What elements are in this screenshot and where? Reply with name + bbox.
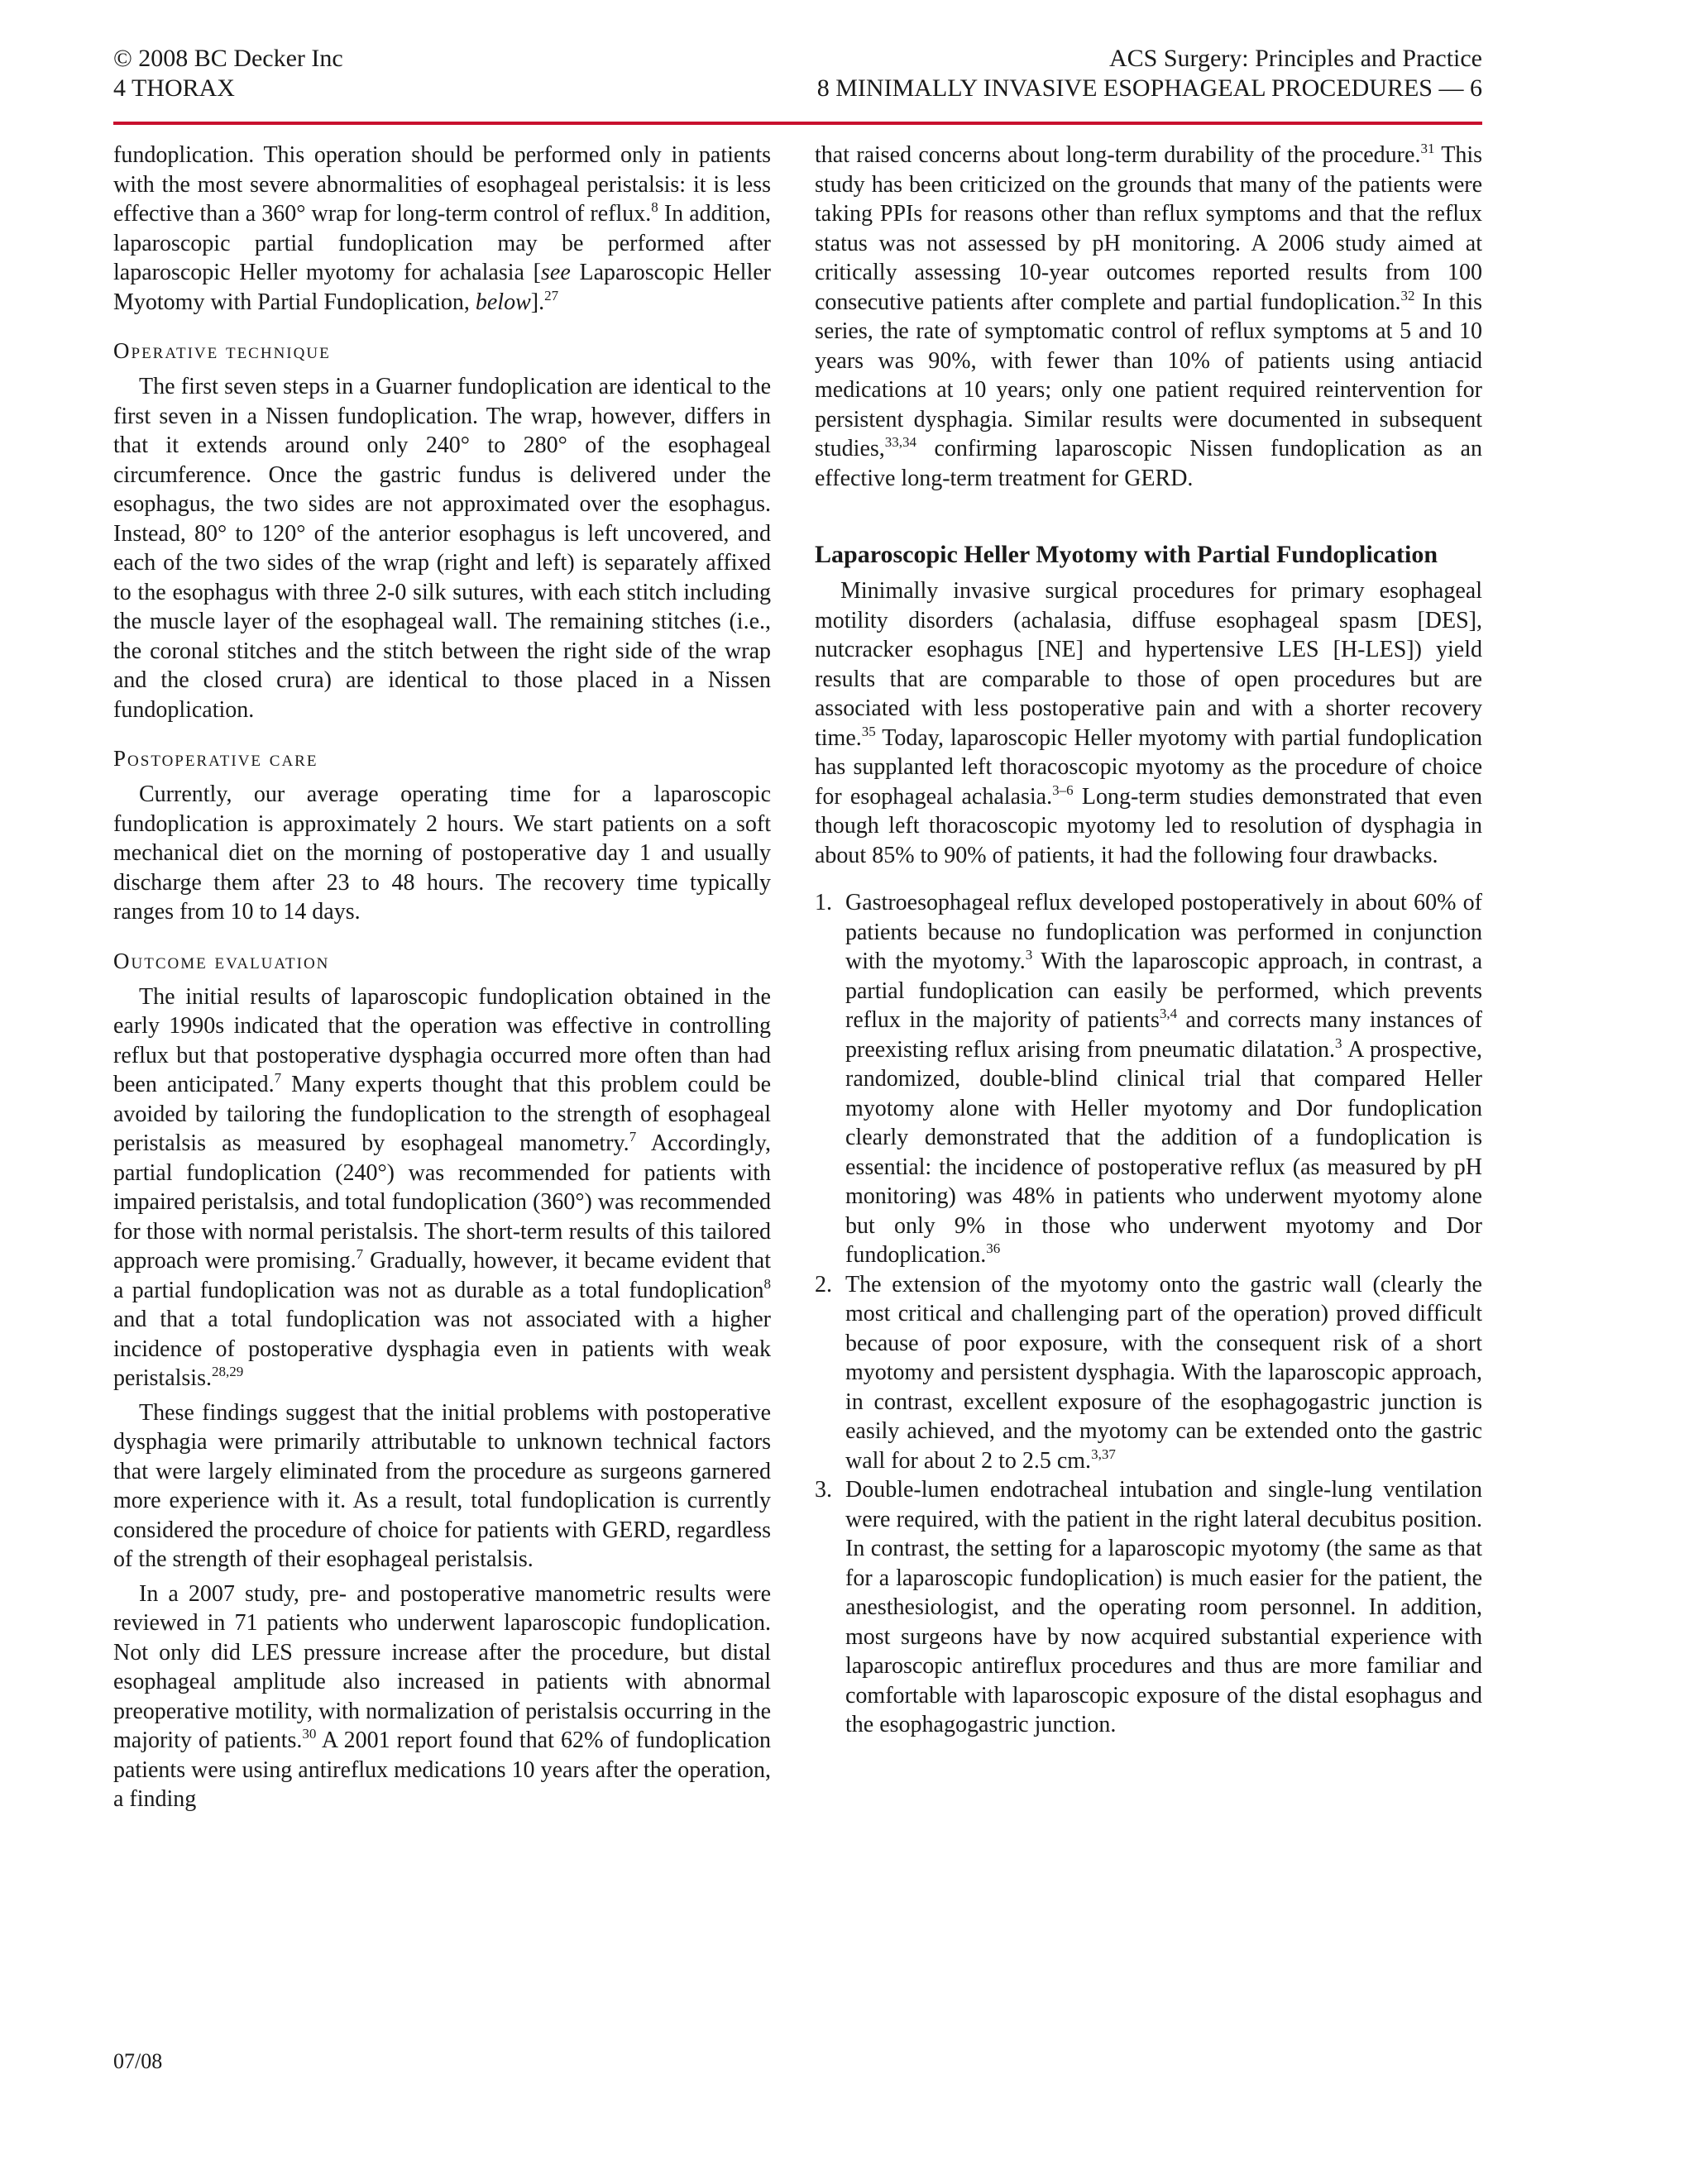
page-footer-date: 07/08 [113,2049,163,2073]
left-column [113,141,771,1814]
list-number: 1. [815,890,832,915]
list-item: 1. Gastroesophageal reflux developed postoperatively in about 60% of patients because no fundoplication was performed in conjunction with the myotomy.$^3$ With the laparoscopic approach, in contrast, a partial fundoplication can easily be performed, which prevents reflux in the majority of patients$^{3,4}$ and corrects many instances of preexisting reflux arising from pneumatic dilatation.$^3$ A prospective, randomized, double-blind clinical trial that compared Heller myotomy alone with Heller myotomy and Dor fundoplication clearly demonstrated that the addition of a fundoplication is essential: the incidence of postoperative reflux (as measured by pH monitoring) was 48% in patients who underwent myotomy alone but only 9% in those who underwent myotomy and Dor fundoplication.$^{36}$ [815,890,1483,1268]
paragraph: The first seven steps in a Guarner fundoplication are identical to the first seven in a Nissen fundoplication. The wrap, however, differs in that it extends around only 240° to 280° of the esophageal circumference. Once the gastric fundus is delivered under the esophagus, the two sides are not approximated over the esophagus. Instead, 80° to 120° of the anterior esophagus is left uncovered, and each of the two sides of the wrap (right and left) is separately affixed to the esophagus with three 2-0 silk sutures, with each stitch including the muscle layer of the esophageal wall. The remaining stitches (i.e., the coronal stitches and the stitch between the right side of the wrap and the closed crura) are identical to those placed in a Nissen fundoplication. [113,374,771,723]
citation: 7 [356,1246,364,1262]
citation: 36 [986,1240,1001,1256]
citation: 35 [861,723,876,739]
chapter-title: 8 MINIMALLY INVASIVE ESOPHAGEAL PROCEDURES — 6 [816,74,1482,102]
citation: 31 [1420,141,1435,156]
citation: 27 [544,287,559,303]
copyright-line: © 2008 BC Decker Inc [113,45,343,72]
right-column [815,141,1482,1740]
paragraph: Minimally invasive surgical procedures for primary esophageal motility disorders (achalasia, diffuse esophageal spasm [DES], nutcracker esophagus [NE] and hypertensive LES [H-LES]) yield results that are comparable to those of open procedures but are associated with less postoperative pain and with a shorter recovery time.$^{35}$ Today, laparoscopic Heller myotomy with partial fundoplication has supplanted left thoracoscopic myotomy as the procedure of choice for esophageal achalasia.$^{3-6}$ Long-term studies demonstrated that even though left thoracoscopic myotomy led to resolution of dysphagia in about 85% to 90% of patients, it had the following four drawbacks. [815,578,1482,868]
subheading-operative-technique: Operative technique [113,338,331,363]
paragraph: Currently, our average operating time for a laparoscopic fundoplication is approximately 2 hours. We start patients on a soft mechanical diet on the morning of postoperative day 1 and usually discharge them after 23 to 48 hours. The recovery time typically ranges from 10 to 14 days. [113,781,771,925]
list-number: 2. [815,1271,832,1297]
citation: 3,4 [1159,1006,1178,1021]
drawbacks-list [815,888,1482,1740]
citation: 28,29 [212,1364,244,1379]
subheading-postoperative-care: Postoperative care [113,746,318,771]
citation: 3 [1335,1035,1342,1051]
citation: 30 [302,1726,317,1742]
citation: 32 [1400,287,1415,303]
citation: 3 [1025,947,1033,963]
subheading-outcome-evaluation: Outcome evaluation [113,948,330,973]
paragraph: The initial results of laparoscopic fundoplication obtained in the early 1990s indicated that the operation was effective in controlling reflux but that postoperative dysphagia occurred more often than had been anticipated.$^7$ Many experts thought that this problem could be avoided by tailoring the fundoplication to the strength of esophageal peristalsis as measured by esophageal manometry.$^7$ Accordingly, partial fundoplication (240°) was recommended for patients with impaired peristalsis, and total fundoplication (360°) was recommended for those with normal peristalsis. The short-term results of this tailored approach were promising.$^7$ Gradually, however, it became evident that a partial fundoplication was not as durable as a total fundoplication$^8$ and that a total fundoplication was not associated with a higher incidence of postoperative dysphagia even in patients with weak peristalsis.$^{28,29}$ [113,983,772,1391]
paragraph: fundoplication. This operation should be performed only in patients with the most severe abnormalities of esophageal peristalsis: it is less effective than a 360° wrap for long-term control of reflux.$^8$ In addition, laparoscopic partial fundoplication may be performed after laparoscopic Heller myotomy for achalasia [see Laparoscopic Heller Myotomy with Partial Fundoplication, below].$^{27}$ [113,142,771,315]
citation: 8 [651,199,658,215]
citation: 8 [763,1275,771,1292]
list-number: 3. [815,1477,832,1503]
book-title: ACS Surgery: Principles and Practice [1108,45,1482,72]
list-item: 3. Double-lumen endotracheal intubation and single-lung ventilation were required, with the patient in the right lateral decubitus position. In contrast, the setting for a laparoscopic myotomy (the same as that for a laparoscopic fundoplication) is much easier for the patient, the anesthesiologist, and the operating room personnel. In addition, most surgeons have by now acquired substantial experience with laparoscopic antireflux procedures and thus are more familiar and comfortable with laparoscopic exposure of the distal esophagus and the esophagogastric junction. [815,1477,1482,1737]
citation: 3,37 [1091,1446,1116,1462]
section-label: 4 THORAX [113,74,235,102]
header-rule [113,122,1482,125]
citation: 3–6 [1052,781,1074,798]
section-heading: Laparoscopic Heller Myotomy with Partial Fundoplication [815,541,1438,568]
paragraph: In a 2007 study, pre- and postoperative manometric results were reviewed in 71 patients who underwent laparoscopic fundoplication. Not only did LES pressure increase after the procedure, but distal esophageal amplitude also increased in patients with abnormal preoperative motility, with normalization of peristalsis occurring in the majority of patients.$^{30}$ A 2001 report found that 62% of fundoplication patients were using antireflux medications 10 years after the operation, a finding [113,1580,771,1812]
list-item: 2. The extension of the myotomy onto the gastric wall (clearly the most critical and challenging part of the operation) proved difficult because of poor exposure, with the consequent risk of a short myotomy and persistent dysphagia. With the laparoscopic approach, in contrast, excellent exposure of the esophagogastric junction is easily achieved, and the myotomy can be extended onto the gastric wall for about 2 to 2.5 cm.$^{3,37}$ [815,1271,1482,1474]
paragraph: that raised concerns about long-term durability of the procedure.$^{31}$ This study has been criticized on the grounds that many of the patients were taking PPIs for reasons other than reflux symptoms and that the reflux status was not assessed by pH monitoring. A 2006 study aimed at critically assessing 10-year outcomes reported results from 100 consecutive patients after complete and partial fundoplication.$^{32}$ In this series, the rate of symptomatic control of reflux symptoms at 5 and 10 years was 90%, with fewer than 10% of patients using antiacid medications at 10 years; only one patient required reintervention for persistent dysphagia. Similar results were documented in subsequent studies,$^{33,34}$ confirming laparoscopic Nissen fundoplication as an effective long-term treatment for GERD. [815,141,1482,491]
citation: 7 [274,1070,282,1086]
citation: 7 [629,1129,637,1145]
citation: 33,34 [884,434,917,450]
paragraph: These findings suggest that the initial problems with postoperative dysphagia were primarily attributable to unknown technical factors that were largely eliminated from the procedure as surgeons garnered more experience with it. As a result, total fundoplication is currently considered the procedure of choice for patients with GERD, regardless of the strength of their esophageal peristalsis. [113,1399,771,1572]
running-header [113,44,1482,103]
